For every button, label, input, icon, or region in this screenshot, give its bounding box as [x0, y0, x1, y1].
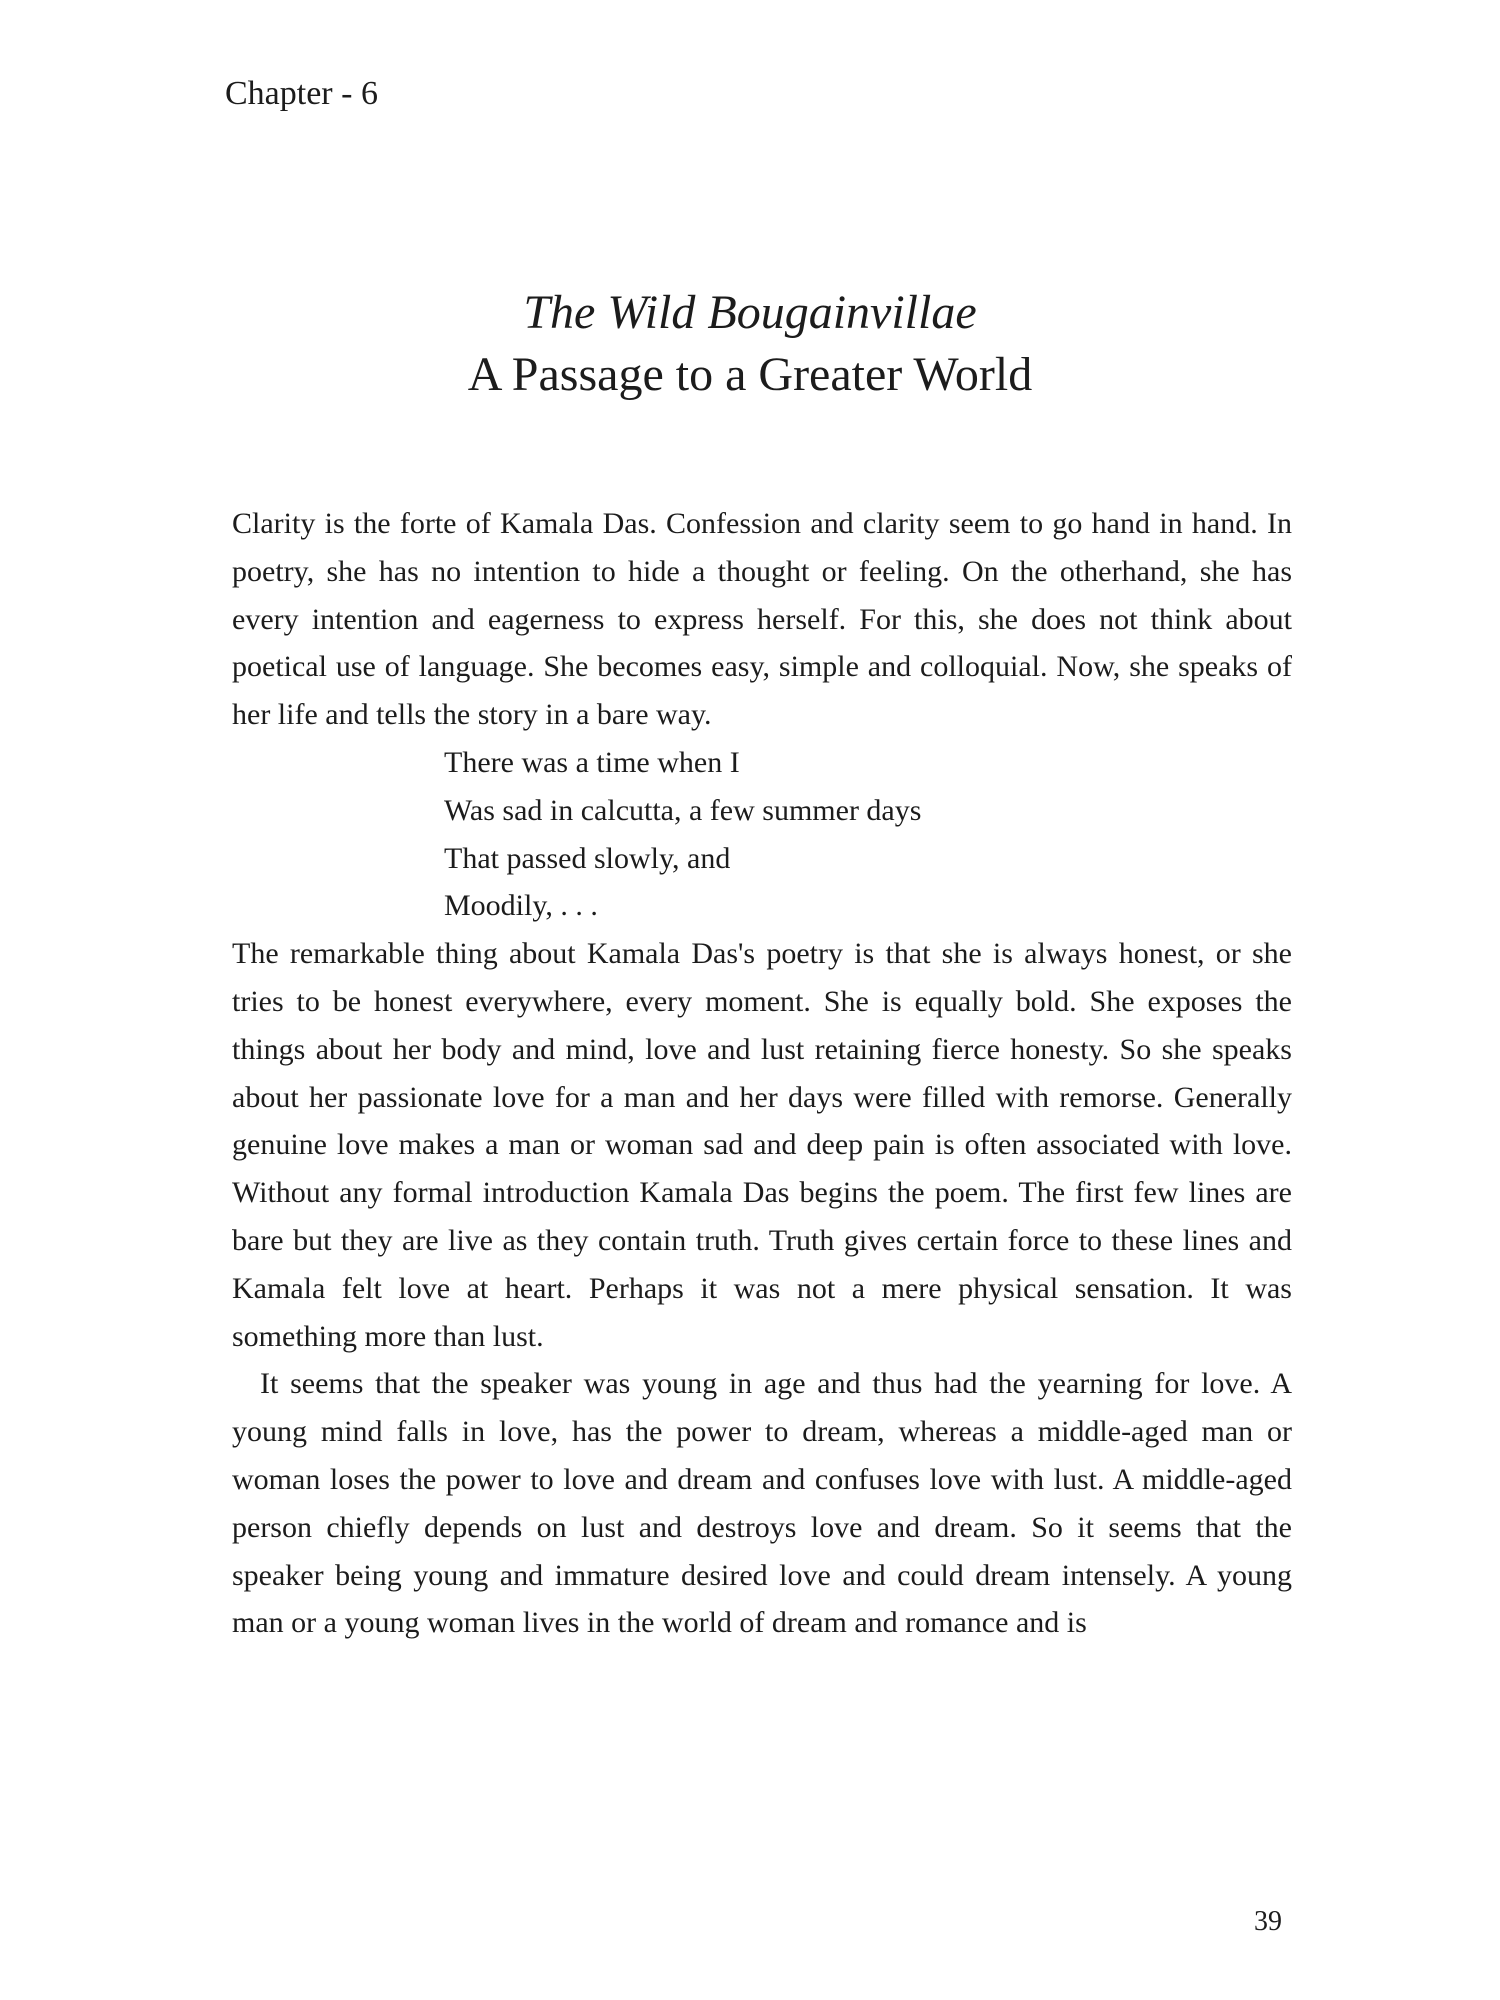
paragraph-2: The remarkable thing about Kamala Das's poetry is that she is always honest, or she tries to be honest everywhere, every moment. She is equally bold. She exposes the things about her body and mind, love and lust retaining fierce honesty. So she speaks about her passionate love for a man and her days were filled with remorse. Generally genuine love makes a man or woman sad and deep pain is often associated with love. Without any formal introduction Kamala Das begins the poem. The first few lines are bare but they are live as they contain truth. Truth gives certain force to these lines and Kamala felt love at heart. Perhaps it was not a mere physical sensation. It was something more than lust. — [232, 937, 1292, 1353]
body-text — [232, 500, 1292, 1647]
chapter-heading: Chapter - 6 — [225, 75, 378, 112]
verse-line: Moodily, . . . — [444, 889, 598, 923]
title-block — [0, 282, 1500, 406]
page-subtitle: A Passage to a Greater World — [467, 348, 1033, 401]
verse-line: That passed slowly, and — [444, 841, 731, 875]
verse-line: There was a time when I — [444, 745, 740, 779]
paragraph-3: It seems that the speaker was young in age and thus had the yearning for love. A young mind falls in love, has the power to dream, whereas a middle-aged man or woman loses the power to love and dream and confuses love with lust. A middle-aged person chiefly depends on lust and destroys love and dream. So it seems that the speaker being young and immature desired love and could dream intensely. A young man or a young woman lives in the world of dream and romance and is — [232, 1367, 1292, 1640]
verse-line: Was sad in calcutta, a few summer days — [444, 793, 922, 827]
paragraph-1: Clarity is the forte of Kamala Das. Confession and clarity seem to go hand in hand. In poetry, she has no intention to hide a thought or feeling. On the otherhand, she has every intention and eagerness to express herself. For this, she does not think about poetical use of language. She becomes easy, simple and colloquial. Now, she speaks of her life and tells the story in a bare way. — [232, 507, 1292, 732]
poem-quote — [232, 739, 1292, 930]
page-number: 39 — [1254, 1906, 1282, 1937]
page-title: The Wild Bougainvillae — [523, 286, 977, 339]
